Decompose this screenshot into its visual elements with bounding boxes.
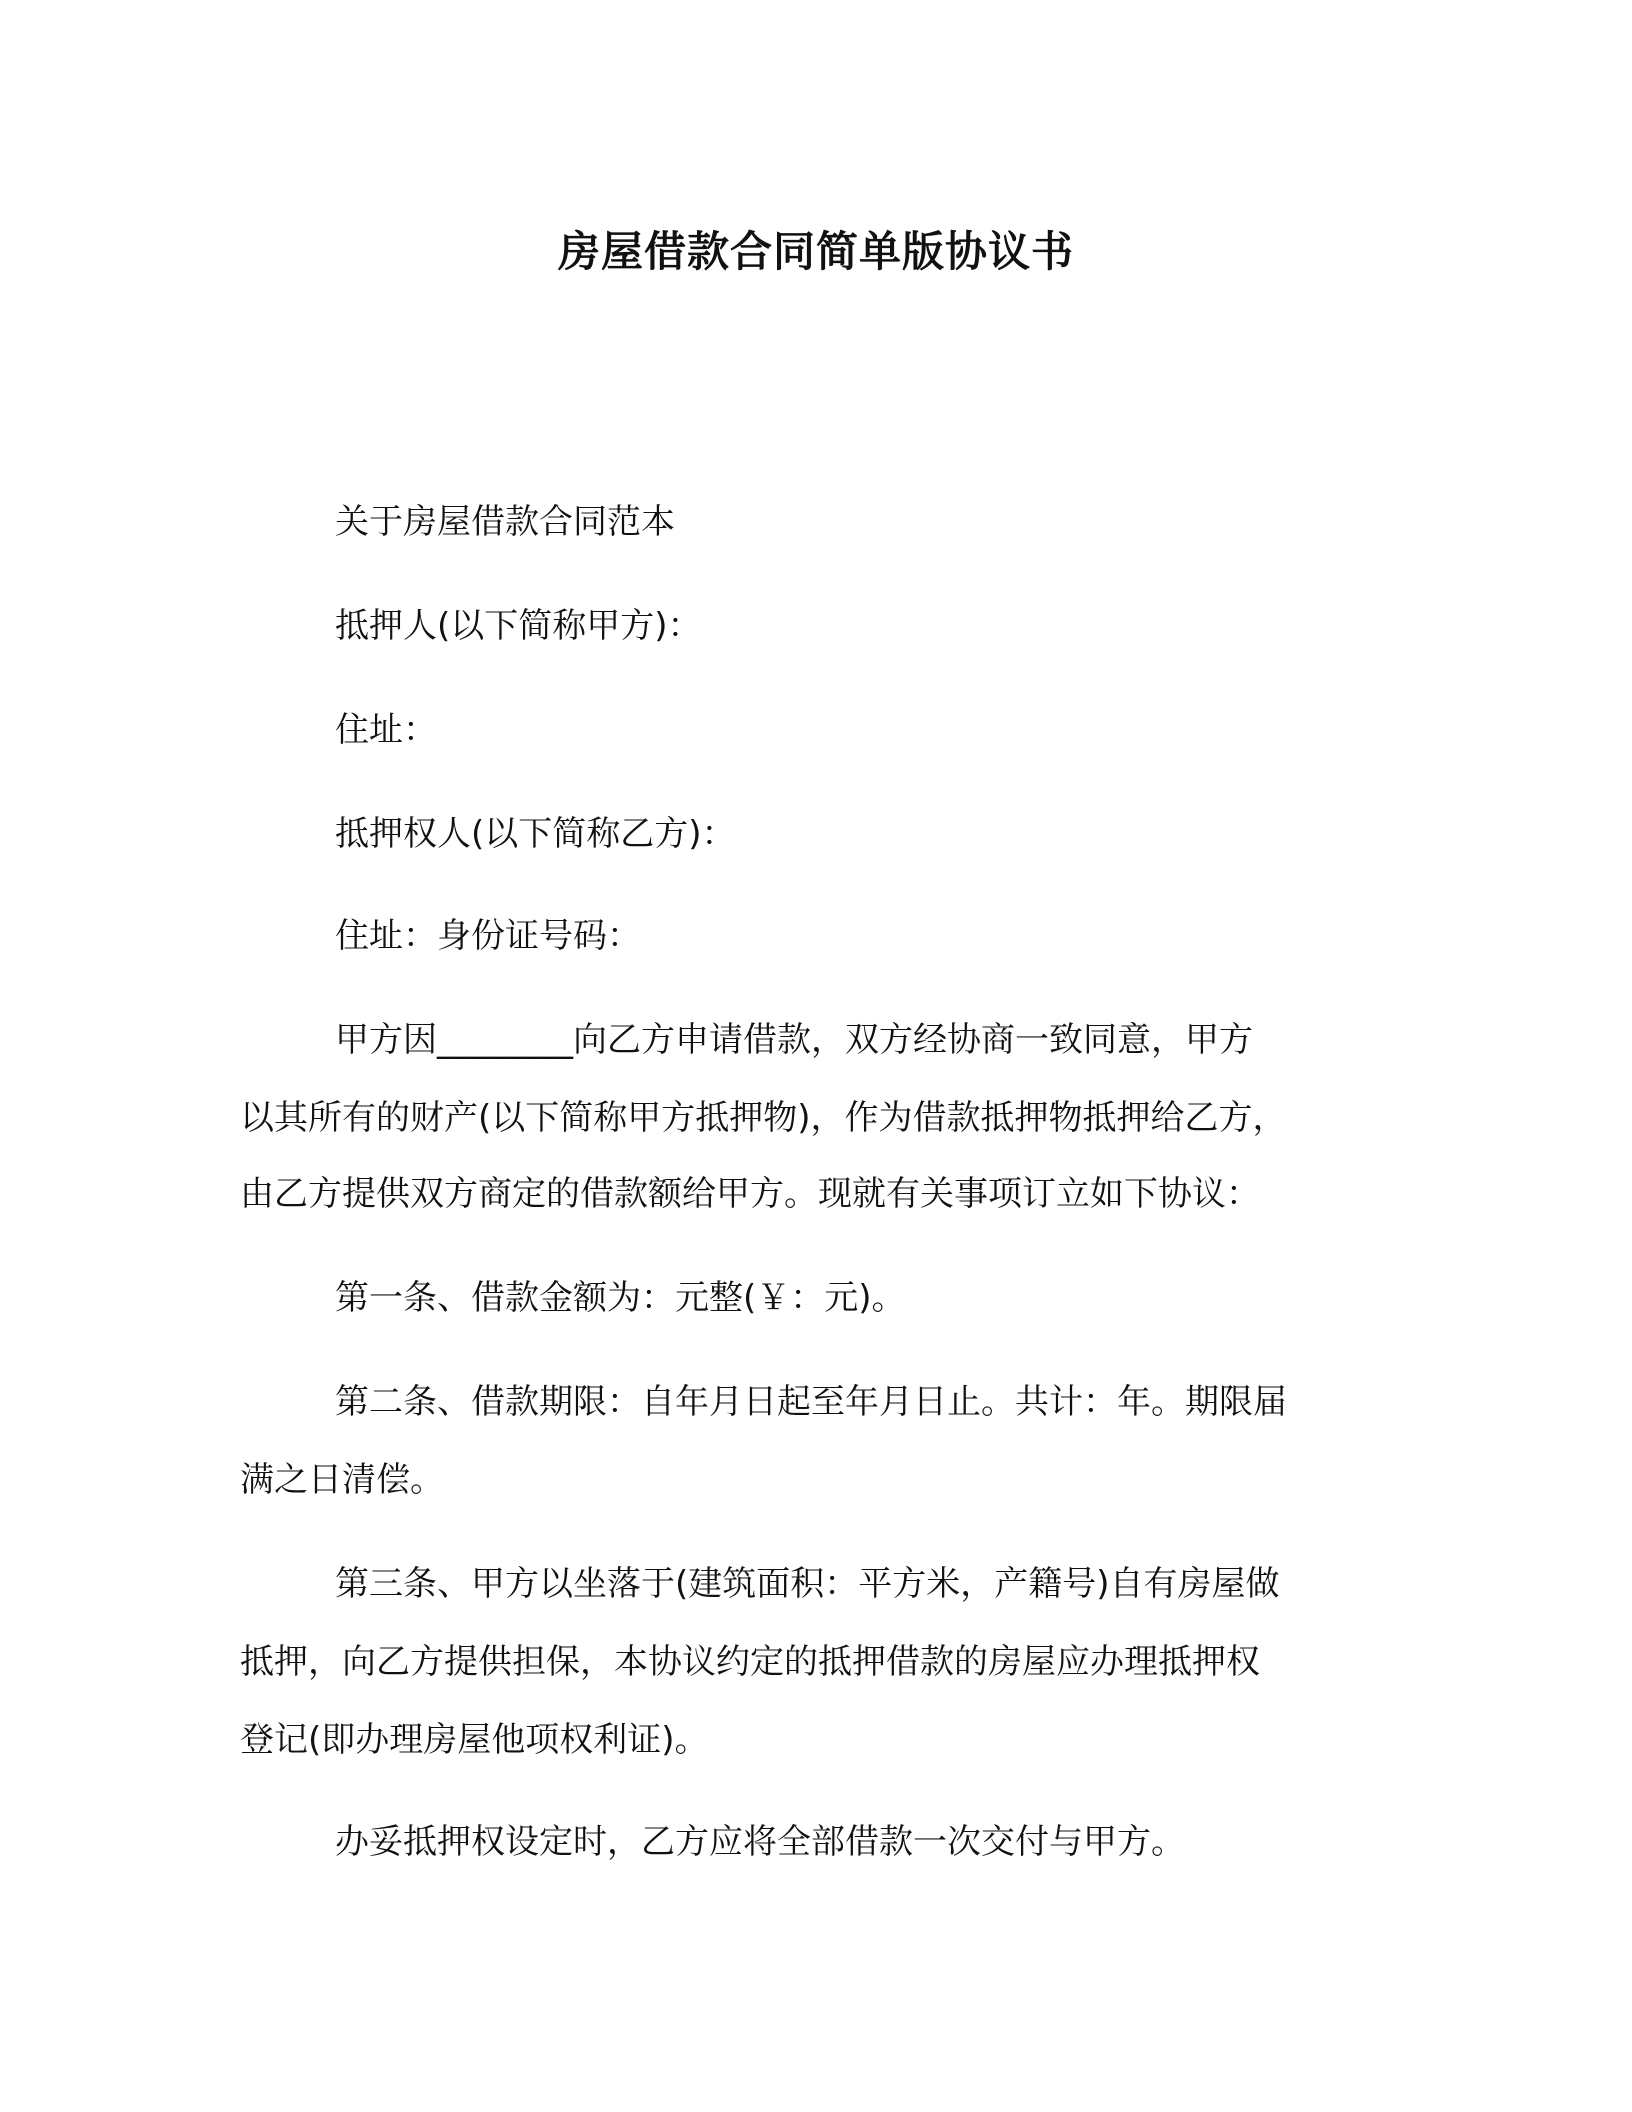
paragraph-line: 满之日清偿。	[240, 1460, 444, 1500]
paragraph-line: 由乙方提供双方商定的借款额给甲方。现就有关事项订立如下协议：	[240, 1174, 1260, 1214]
paragraph-line: 抵押人(以下简称甲方)：	[335, 606, 702, 646]
paragraph-line: 办妥抵押权设定时，乙方应将全部借款一次交付与甲方。	[335, 1822, 1185, 1862]
paragraph-line: 第三条、甲方以坐落于(建筑面积：平方米，产籍号)自有房屋做	[335, 1564, 1280, 1604]
paragraph-line: 住址：	[335, 710, 437, 750]
paragraph-line: 关于房屋借款合同范本	[335, 502, 675, 542]
paragraph-line: 以其所有的财产(以下简称甲方抵押物)，作为借款抵押物抵押给乙方，	[240, 1098, 1287, 1138]
paragraph-line: 抵押权人(以下简称乙方)：	[335, 814, 736, 854]
paragraph-line: 第二条、借款期限：自年月日起至年月日止。共计：年。期限届	[335, 1382, 1287, 1422]
paragraph-line: 抵押，向乙方提供担保，本协议约定的抵押借款的房屋应办理抵押权	[240, 1642, 1260, 1682]
paragraph-line: 登记(即办理房屋他项权利证)。	[240, 1720, 709, 1760]
document-title: 房屋借款合同简单版协议书	[557, 227, 1074, 276]
paragraph-line: 住址：身份证号码：	[335, 916, 641, 956]
paragraph-line: 第一条、借款金额为：元整(￥：元)。	[335, 1278, 906, 1318]
paragraph-line: 甲方因________向乙方申请借款，双方经协商一致同意，甲方	[335, 1020, 1253, 1060]
